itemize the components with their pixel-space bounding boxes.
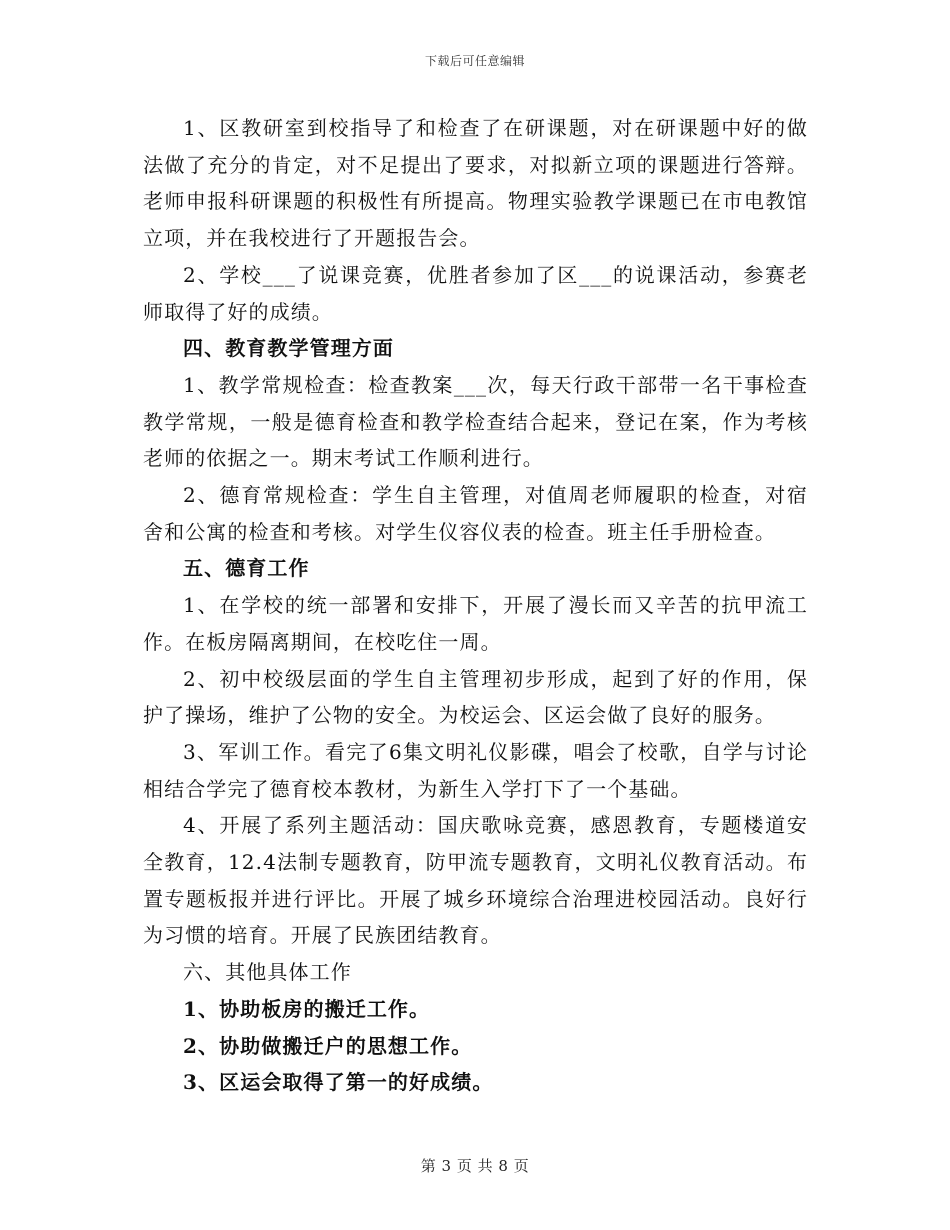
paragraph-military-training: 3、军训工作。看完了6集文明礼仪影碟，唱会了校歌，自学与讨论相结合学完了德育校本教材，为新生入学打下了一个基础。 (143, 739, 808, 801)
paragraph-theme-activities: 4、开展了系列主题活动：国庆歌咏竞赛，感恩教育，专题楼道安全教育，12.4法制专题教育，防甲流专题教育，文明礼仪教育活动。布置专题板报并进行评比。开展了城乡环境综合治理进校园活动。良好行为习惯的培育。开展了民族团结教育。 (143, 813, 808, 948)
section-heading-other-work: 六、其他具体工作 (183, 960, 352, 985)
paragraph-student-self-management: 2、初中校级层面的学生自主管理初步形成，起到了好的作用，保护了操场，维护了公物的安全。为校运会、区运会做了良好的服务。 (143, 666, 808, 728)
paragraph-research-guidance: 1、区教研室到校指导了和检查了在研课题，对在研课题中好的做法做了充分的肯定，对不足提出了要求，对拟新立项的课题进行答辩。老师申报科研课题的积极性有所提高。物理实验教学课题已在市电教馆立项，并在我校进行了开题报告会。 (143, 116, 808, 251)
paragraph-relocation-assist: 1、协助板房的搬迁工作。 (183, 996, 431, 1021)
paragraph-flu-prevention: 1、在学校的统一部署和安排下，开展了漫长而又辛苦的抗甲流工作。在板房隔离期间，在校吃住一周。 (143, 593, 808, 654)
paragraph-district-games-result: 3、区运会取得了第一的好成绩。 (183, 1070, 494, 1095)
section-heading-moral-education: 五、德育工作 (183, 556, 310, 581)
section-heading-teaching-management: 四、教育教学管理方面 (183, 336, 394, 361)
document-body (143, 110, 808, 1101)
paragraph-teaching-routine-check: 1、教学常规检查：检查教案___次，每天行政干部带一名干事检查教学常规，一般是德育检查和教学检查结合起来，登记在案，作为考核老师的依据之一。期末考试工作顺利进行。 (143, 372, 808, 471)
paragraph-household-relocation: 2、协助做搬迁户的思想工作。 (183, 1033, 473, 1058)
page-number: 第 3 页 共 8 页 (420, 1157, 530, 1175)
paragraph-moral-routine-check: 2、德育常规检查：学生自主管理，对值周老师履职的检查，对宿舍和公寓的检查和考核。对学生仪容仪表的检查。班主任手册检查。 (143, 483, 808, 544)
paragraph-lecture-contest: 2、学校___了说课竞赛，优胜者参加了区___的说课活动，参赛老师取得了好的成绩。 (143, 262, 808, 324)
page-header: 下载后可任意编辑 (424, 54, 525, 68)
